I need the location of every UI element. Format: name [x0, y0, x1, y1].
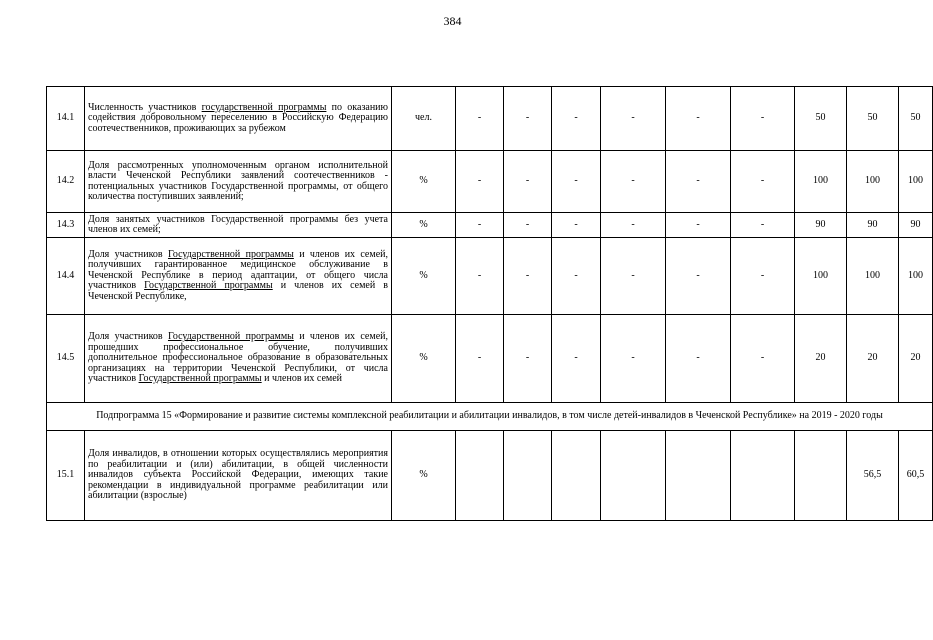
value-cell: - [601, 315, 666, 403]
description-text: Численность участников [88, 101, 202, 113]
indicator-description [85, 431, 392, 521]
row-number: 14.1 [47, 87, 85, 151]
value-cell: - [504, 151, 552, 213]
description-text: и членов их семей, получивших гарантированное медицинское обслуживание в Чеченской Республике в период адаптации, от общего числа участников [88, 248, 388, 292]
unit-cell: % [392, 213, 456, 238]
value-cell: - [731, 87, 795, 151]
value-cell: - [552, 315, 601, 403]
value-cell [504, 431, 552, 521]
description-text: Доля занятых участников Государственной программы без учета членов их семей; [88, 213, 388, 235]
value-cell: - [504, 87, 552, 151]
program-reference-text: Государственной программы [167, 248, 294, 260]
program-reference-text: государственной программы [201, 101, 327, 113]
value-cell [601, 431, 666, 521]
value-cell [552, 431, 601, 521]
value-cell: - [731, 213, 795, 238]
description-text: Доля участников [88, 248, 168, 260]
value-cell: 56,5 [847, 431, 899, 521]
value-cell: - [601, 238, 666, 315]
unit-cell: % [392, 238, 456, 315]
value-cell: - [504, 315, 552, 403]
value-cell: - [666, 151, 731, 213]
value-cell: - [666, 87, 731, 151]
value-cell: - [731, 315, 795, 403]
indicators-table [46, 86, 933, 521]
value-cell: 90 [847, 213, 899, 238]
row-number: 14.2 [47, 151, 85, 213]
subprogram-header-row [47, 403, 933, 431]
value-cell: - [552, 87, 601, 151]
value-cell: 100 [795, 151, 847, 213]
value-cell: - [731, 151, 795, 213]
description-text: по оказанию содействия добровольному переселению в Российскую Федерацию соотечественников, проживающих за рубежом [88, 101, 389, 134]
value-cell [731, 431, 795, 521]
value-cell: 90 [795, 213, 847, 238]
value-cell: - [601, 151, 666, 213]
value-cell: - [456, 238, 504, 315]
value-cell: 20 [899, 315, 933, 403]
indicator-description [85, 87, 392, 151]
value-cell: - [504, 238, 552, 315]
program-reference-text: Государственной программы [144, 280, 273, 292]
unit-cell: % [392, 431, 456, 521]
value-cell: - [552, 213, 601, 238]
value-cell: 100 [795, 238, 847, 315]
table-row [47, 431, 933, 521]
unit-cell: % [392, 315, 456, 403]
table-row [47, 238, 933, 315]
description-text: Доля рассмотренных уполномоченным органом исполнительной власти Чеченской Республики заявлений соотечественников - потенциальных участников Государственной программы, от общего количества поступивших заявлений; [88, 159, 388, 202]
value-cell [666, 431, 731, 521]
table-row [47, 87, 933, 151]
value-cell: - [552, 238, 601, 315]
value-cell: 50 [795, 87, 847, 151]
description-text: Доля участников [88, 331, 168, 343]
description-text: Доля инвалидов, в отношении которых осуществлялись мероприятия по реабилитации и (или) абилитации, в общей численности инвалидов субъекта Российской Федерации, имеющих такие рекомендации в индивидуальной программе реабилитации или абилитации (взрослые) [88, 448, 388, 502]
table-row [47, 213, 933, 238]
description-text: и членов их семей [261, 373, 343, 385]
value-cell: 50 [847, 87, 899, 151]
value-cell: 50 [899, 87, 933, 151]
indicator-description [85, 151, 392, 213]
value-cell: - [666, 238, 731, 315]
value-cell: - [601, 213, 666, 238]
value-cell: - [456, 87, 504, 151]
value-cell: 100 [899, 238, 933, 315]
value-cell [795, 431, 847, 521]
value-cell: 60,5 [899, 431, 933, 521]
subprogram-header: Подпрограмма 15 «Формирование и развитие системы комплексной реабилитации и абилитации инвалидов, в том числе детей-инвалидов в Чеченской Республике» на 2019 - 2020 годы [47, 403, 933, 431]
value-cell: - [666, 315, 731, 403]
value-cell: - [456, 151, 504, 213]
indicator-description [85, 315, 392, 403]
value-cell: - [666, 213, 731, 238]
value-cell: 20 [847, 315, 899, 403]
value-cell: 20 [795, 315, 847, 403]
row-number: 14.3 [47, 213, 85, 238]
unit-cell: % [392, 151, 456, 213]
value-cell: - [456, 213, 504, 238]
value-cell: - [731, 238, 795, 315]
value-cell: 100 [899, 151, 933, 213]
value-cell [456, 431, 504, 521]
value-cell: 100 [847, 151, 899, 213]
value-cell: 100 [847, 238, 899, 315]
table-row [47, 151, 933, 213]
description-text: и членов их семей, прошедших профессиональное обучение, получивших дополнительное профессиональное образование в образовательных организациях на территории Чеченской Республики, от числа участников [88, 331, 388, 385]
unit-cell: чел. [392, 87, 456, 151]
program-reference-text: Государственной программы [138, 373, 262, 385]
value-cell: - [601, 87, 666, 151]
row-number: 15.1 [47, 431, 85, 521]
value-cell: 90 [899, 213, 933, 238]
table-body [47, 87, 933, 521]
table-row [47, 315, 933, 403]
indicator-description [85, 213, 392, 238]
row-number: 14.4 [47, 238, 85, 315]
indicator-description [85, 238, 392, 315]
value-cell: - [504, 213, 552, 238]
page-number: 384 [443, 14, 462, 28]
program-reference-text: Государственной программы [167, 331, 294, 343]
value-cell: - [552, 151, 601, 213]
value-cell: - [456, 315, 504, 403]
row-number: 14.5 [47, 315, 85, 403]
description-text: и членов их семей в Чеченской Республике, [88, 280, 388, 302]
